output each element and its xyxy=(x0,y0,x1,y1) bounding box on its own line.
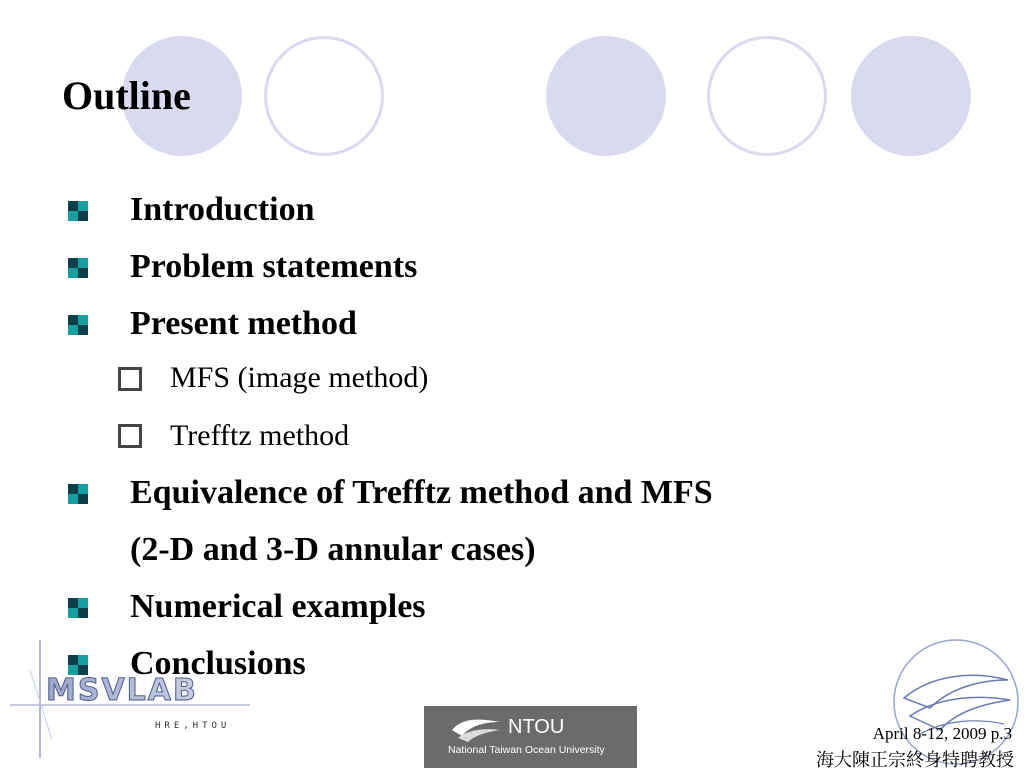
outline-item-introduction: Introduction xyxy=(130,191,315,228)
bullet-square-icon xyxy=(68,315,88,335)
outline-item-conclusions: Conclusions xyxy=(130,645,306,682)
outline-item-problem-statements: Problem statements xyxy=(130,248,418,285)
outline-item-numerical-examples: Numerical examples xyxy=(130,588,426,625)
decor-circle-2 xyxy=(264,36,384,156)
checkbox-square-icon xyxy=(118,424,142,448)
bullet-square-icon xyxy=(68,598,88,618)
slide-title: Outline xyxy=(62,73,191,118)
outline-item-equivalence: Equivalence of Trefftz method and MFS xyxy=(130,474,713,511)
bullet-square-icon xyxy=(68,484,88,504)
ntou-logo xyxy=(424,706,637,768)
decor-circle-3 xyxy=(546,36,666,156)
ntou-name: NTOU xyxy=(508,716,565,738)
msvlab-logo-subtext: HRE,HTOU xyxy=(155,721,231,731)
bullet-square-icon xyxy=(68,201,88,221)
checkbox-square-icon xyxy=(118,367,142,391)
msvlab-logo xyxy=(0,640,260,768)
outline-item-equivalence-cont: (2-D and 3-D annular cases) xyxy=(130,531,536,568)
outline-item-present-method: Present method xyxy=(130,305,357,342)
wave-icon xyxy=(450,716,502,742)
outline-subitem-trefftz: Trefftz method xyxy=(170,419,350,452)
bullet-square-icon xyxy=(68,258,88,278)
footer-author-cjk: 海大陳正宗終身特聘教授 xyxy=(816,750,1014,771)
footer-date-page: April 8-12, 2009 p.3 xyxy=(872,724,1012,743)
outline-subitem-mfs: MFS (image method) xyxy=(170,361,429,394)
ntou-full-name: National Taiwan Ocean University xyxy=(448,744,605,756)
msvlab-logo-text: MSVLAB xyxy=(46,673,198,708)
decor-circle-4 xyxy=(707,36,827,156)
decor-circle-5 xyxy=(851,36,971,156)
